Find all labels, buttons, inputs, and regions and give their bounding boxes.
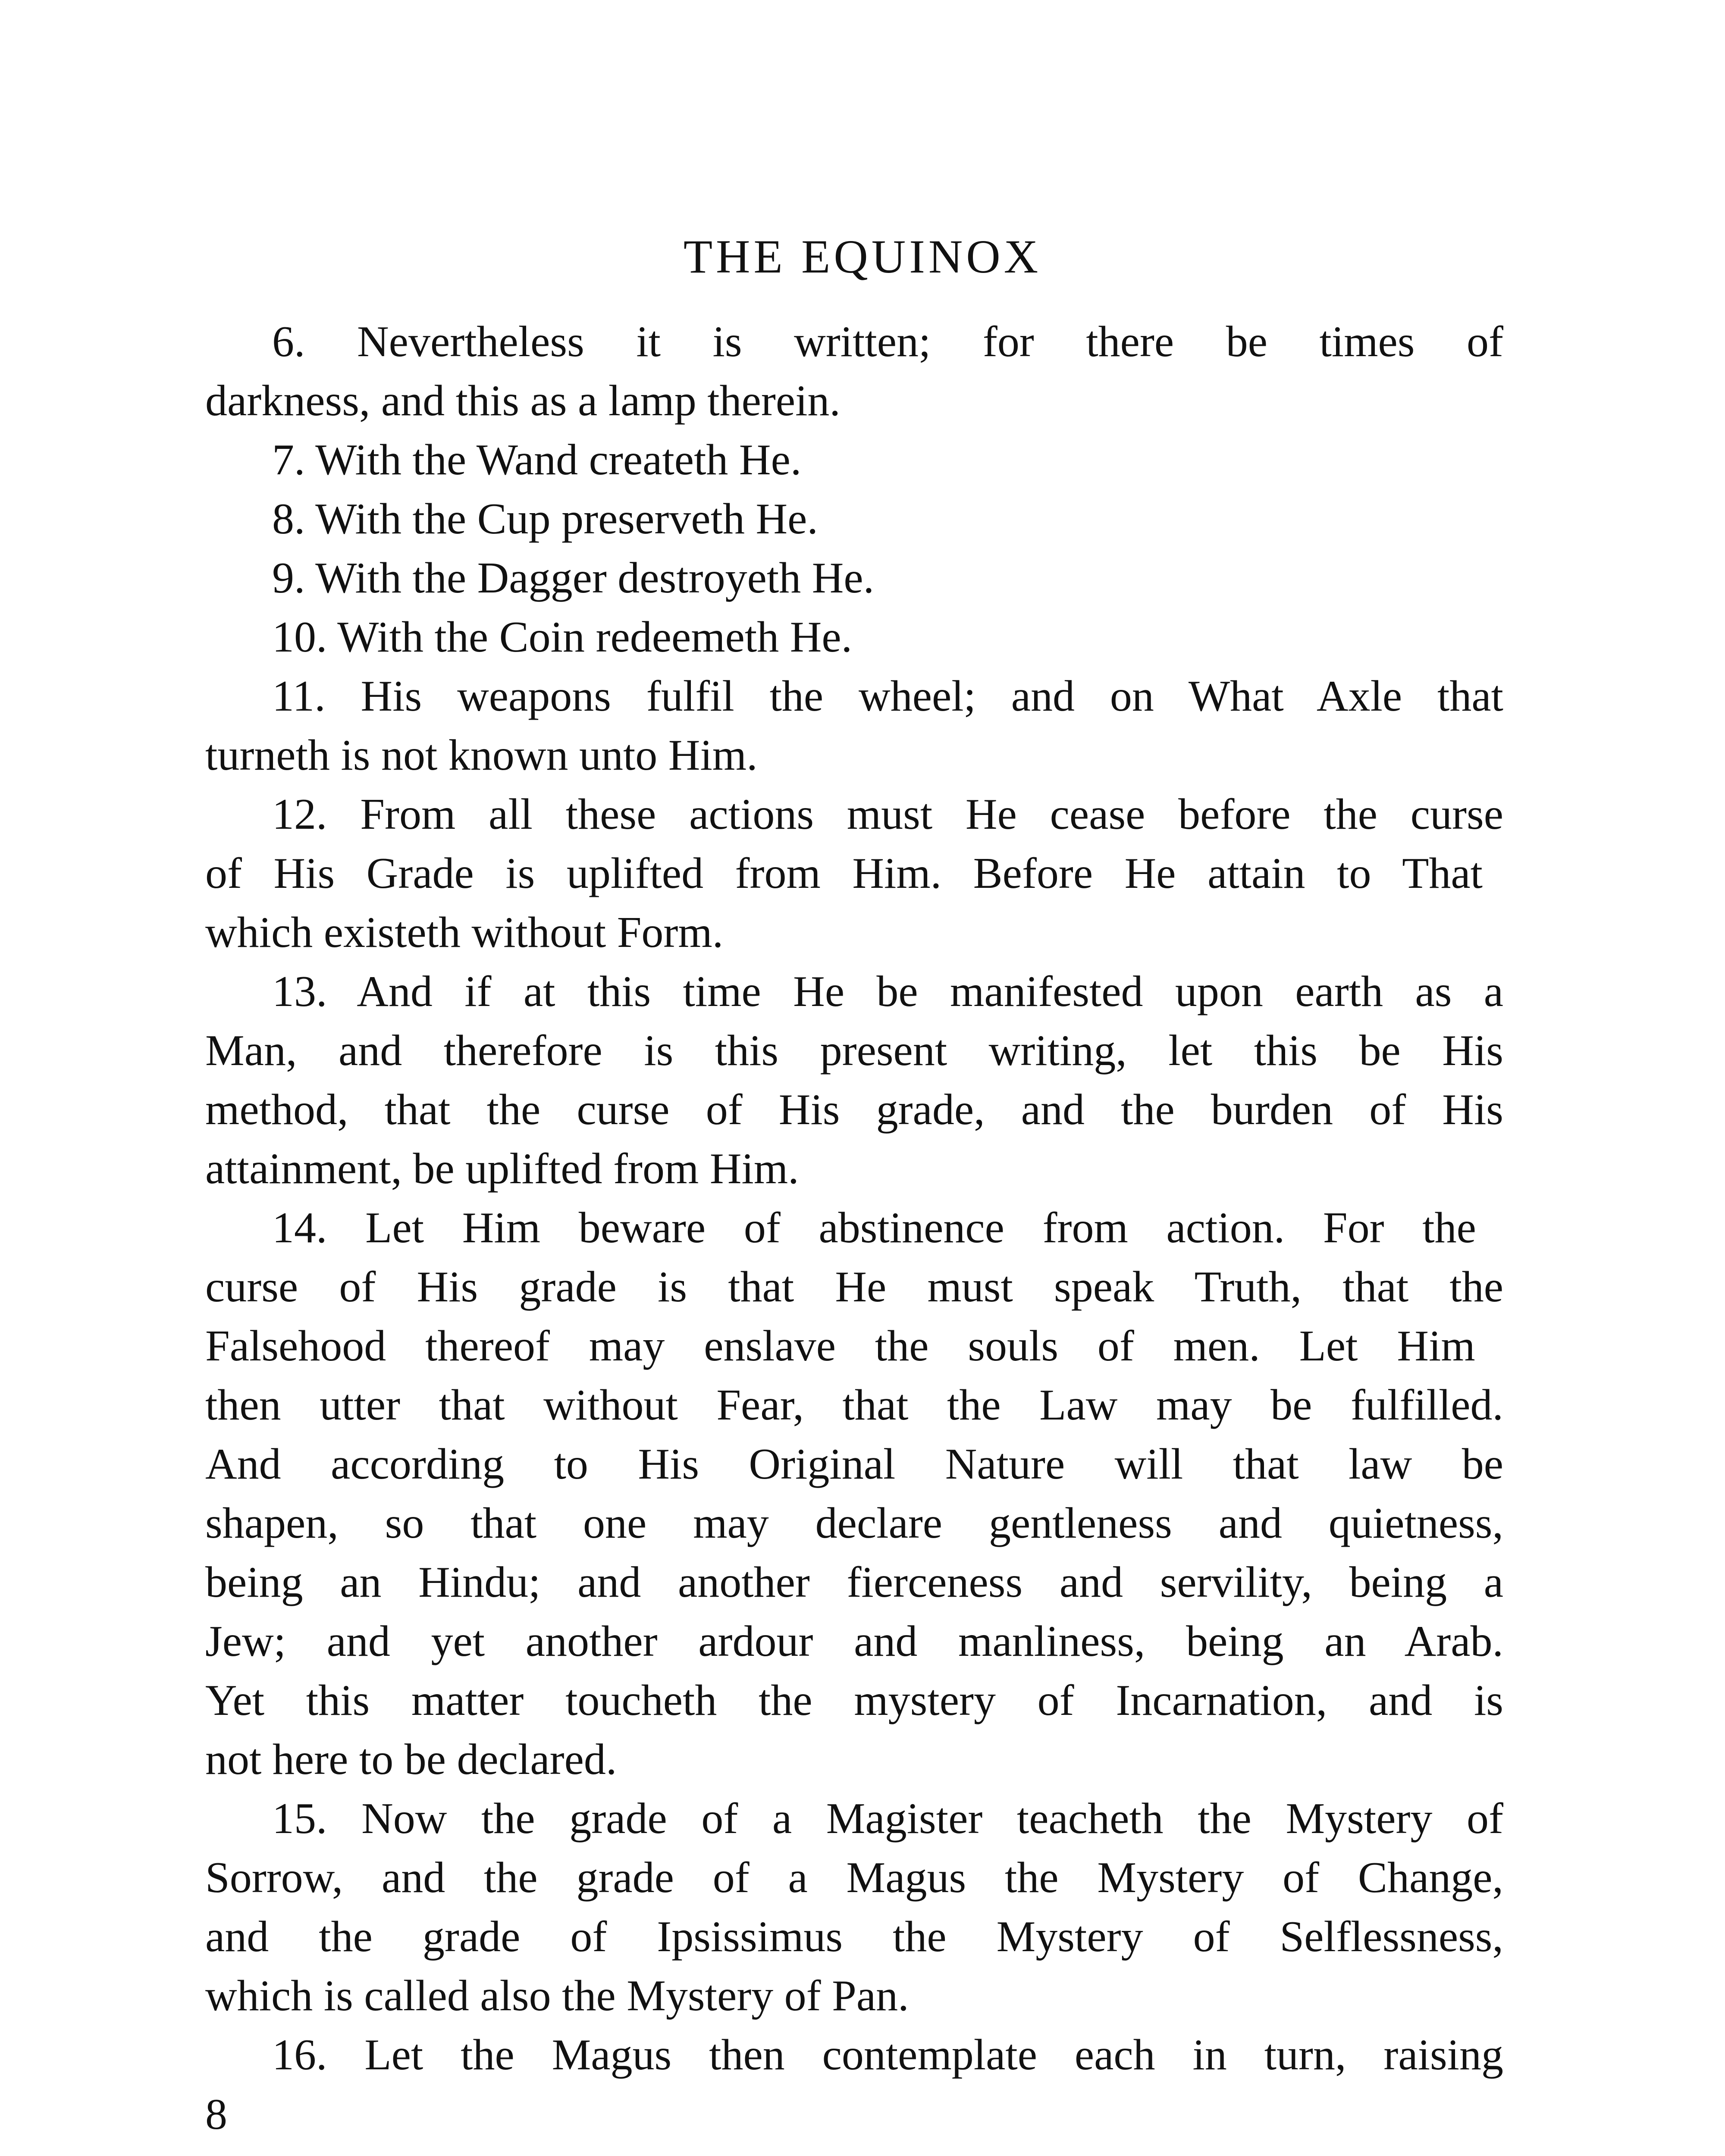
text-line: 14. Let Him beware of abstinence from action. For the	[272, 1203, 1476, 1252]
paragraph	[205, 312, 1503, 430]
paragraph	[205, 489, 1503, 548]
paragraph	[205, 1198, 1503, 1789]
text-line: shapen, so that one may declare gentleness and quietness,	[205, 1499, 1503, 1548]
text-line: of His Grade is uplifted from Him. Before He attain to That	[205, 849, 1483, 898]
text-line: Sorrow, and the grade of a Magus the Mystery of Change,	[205, 1853, 1503, 1902]
text-line: darkness, and this as a lamp therein.	[205, 376, 841, 425]
text-line: and the grade of Ipsissimus the Mystery of Selflessness,	[205, 1912, 1503, 1961]
text-line: which existeth without Form.	[205, 908, 724, 957]
text-line: being an Hindu; and another fierceness and servility, being a	[205, 1558, 1503, 1607]
text-line: 6. Nevertheless it is written; for there be times of	[272, 317, 1503, 366]
text-line: which is called also the Mystery of Pan.	[205, 1971, 909, 2020]
paragraph	[205, 667, 1503, 785]
text-line: attainment, be uplifted from Him.	[205, 1144, 799, 1193]
text-line: 10. With the Coin redeemeth He.	[272, 613, 853, 661]
running-head: THE EQUINOX	[683, 230, 1042, 283]
text-line: turneth is not known unto Him.	[205, 731, 758, 780]
paragraph	[205, 548, 1503, 608]
paragraph	[205, 608, 1503, 667]
paragraph	[205, 2025, 1503, 2084]
text-line: curse of His grade is that He must speak Truth, that the	[205, 1263, 1503, 1311]
paragraph	[205, 1789, 1503, 2025]
text-line: Yet this matter toucheth the mystery of Incarnation, and is	[205, 1676, 1503, 1725]
text-line: 11. His weapons fulfil the wheel; and on What Axle that	[272, 672, 1503, 721]
paragraph	[205, 785, 1503, 962]
text-line: Jew; and yet another ardour and manliness, being an Arab.	[205, 1617, 1503, 1666]
text-line: And according to His Original Nature will that law be	[205, 1440, 1503, 1489]
paragraph	[205, 430, 1503, 489]
text-line: 9. With the Dagger destroyeth He.	[272, 554, 875, 602]
text-line: Man, and therefore is this present writing, let this be His	[205, 1026, 1503, 1075]
text-line: 15. Now the grade of a Magister teacheth the Mystery of	[272, 1794, 1503, 1843]
body-text	[205, 312, 1503, 2084]
text-line: then utter that without Fear, that the Law may be fulfilled.	[205, 1381, 1503, 1429]
text-line: 8. With the Cup preserveth He.	[272, 495, 818, 543]
text-line: Falsehood thereof may enslave the souls of men. Let Him	[205, 1322, 1475, 1370]
text-line: 7. With the Wand createth He.	[272, 436, 802, 484]
text-line: 16. Let the Magus then contemplate each in turn, raising	[272, 2031, 1503, 2079]
text-line: 13. And if at this time He be manifested upon earth as a	[272, 967, 1503, 1016]
paragraph	[205, 962, 1503, 1198]
text-line: 12. From all these actions must He cease before the curse	[272, 790, 1503, 839]
page-number: 8	[205, 2090, 227, 2139]
text-line: method, that the curse of His grade, and the burden of His	[205, 1085, 1503, 1134]
text-line: not here to be declared.	[205, 1735, 617, 1784]
